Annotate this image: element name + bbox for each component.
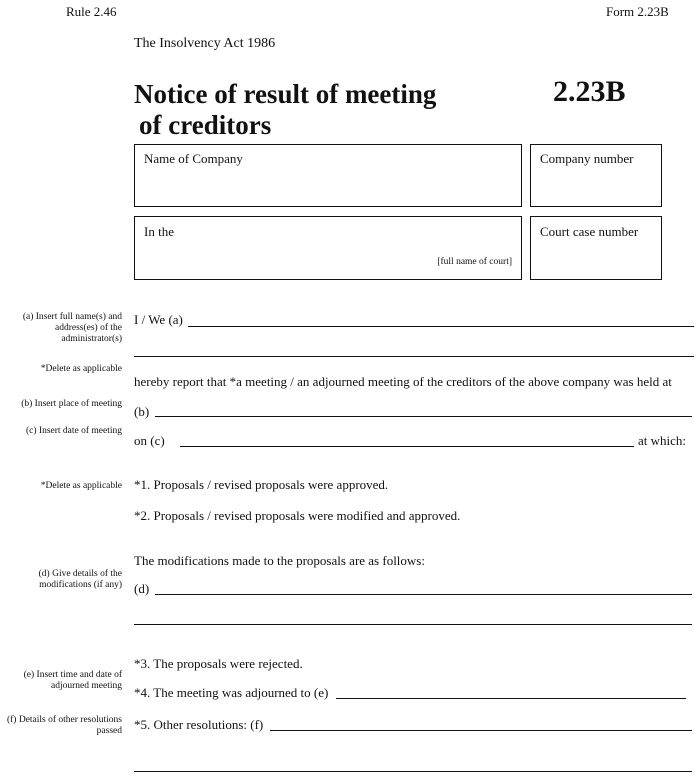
note-f: (f) Details of other resolutions passed [6,715,122,736]
place-label: (b) [134,404,150,419]
adjourned-meeting-field[interactable] [336,698,686,699]
modifications-label: (d) [134,581,150,596]
note-e: (e) Insert time and date of adjourned meeting [23,670,122,691]
modifications-field-2[interactable] [134,624,692,625]
rule-label: Rule 2.46 [66,4,117,19]
page-title-line2: of creditors [139,110,272,140]
page-title-line1: Notice of result of meeting [134,79,437,109]
option-5: *5. Other resolutions: (f) [134,717,264,732]
note-a: (a) Insert full name(s) and address(es) of the administrator(s) [22,312,122,344]
court-hint: [full name of court] [437,257,512,267]
court-case-box[interactable] [530,216,662,280]
note-delete-1: *Delete as applicable [40,364,122,374]
meeting-place-field[interactable] [155,416,692,417]
note-delete-2: *Delete as applicable [40,481,122,491]
court-case-label: Court case number [540,224,639,239]
administrator-address-field[interactable] [134,356,694,357]
date-label: on (c) [134,433,165,448]
company-name-box[interactable] [134,144,522,207]
modifications-field-1[interactable] [155,594,692,595]
note-b: (b) Insert place of meeting [21,399,122,409]
act-title: The Insolvency Act 1986 [134,36,276,51]
company-number-box[interactable] [530,144,662,207]
meeting-date-field[interactable] [180,446,634,447]
report-text: hereby report that *a meeting / an adjourned meeting of the creditors of the above company was held at [134,374,672,389]
option-3: *3. The proposals were rejected. [134,656,303,671]
iwe-label: I / We (a) [134,312,183,327]
administrator-name-field[interactable] [188,326,694,327]
form-number: 2.23B [553,75,626,108]
modifications-heading: The modifications made to the proposals are as follows: [134,553,425,568]
company-name-label: Name of Company [144,151,243,166]
other-resolutions-field-1[interactable] [270,730,692,731]
company-number-label: Company number [540,151,634,166]
at-which-label: at which: [638,433,687,448]
form-label: Form 2.23B [606,4,669,19]
option-2: *2. Proposals / revised proposals were modified and approved. [134,508,461,523]
court-box[interactable] [134,216,522,280]
note-d: (d) Give details of the modifications (if any) [38,569,122,590]
other-resolutions-field-2[interactable] [134,771,692,772]
option-1: *1. Proposals / revised proposals were approved. [134,477,389,492]
court-label: In the [144,224,174,239]
note-c: (c) Insert date of meeting [25,426,122,436]
option-4: *4. The meeting was adjourned to (e) [134,685,329,700]
